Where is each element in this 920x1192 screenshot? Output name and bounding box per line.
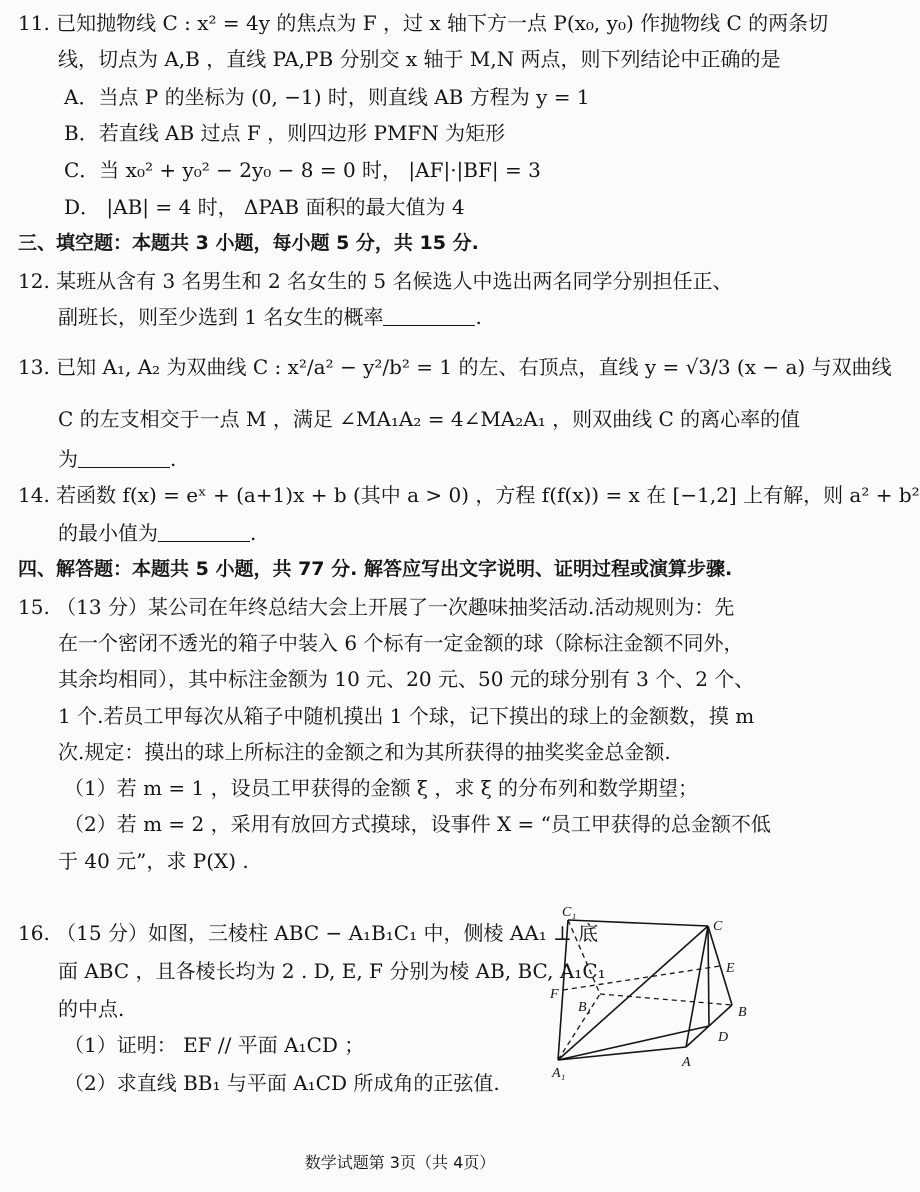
prism-figure bbox=[538, 902, 778, 1082]
q16-line-1: 16. （15 分）如图，三棱柱 ABC − A₁B₁C₁ 中，侧棱 AA₁ ⊥ 底 bbox=[18, 921, 599, 945]
edge-c1-c bbox=[568, 920, 708, 926]
label-c1: C₁ bbox=[562, 905, 577, 920]
label-a: A bbox=[682, 1055, 691, 1070]
q12-text: 副班长，则至少选到 1 名女生的概率 bbox=[58, 305, 384, 329]
q11-line-2: 线，切点为 A,B ，直线 PA,PB 分别交 x 轴于 M,N 两点，则下列结论中正确的是 bbox=[58, 47, 781, 71]
q14-text: 的最小值为 bbox=[58, 521, 158, 545]
q11-option-a: A．当点 P 的坐标为 (0, −1) 时，则直线 AB 方程为 y = 1 bbox=[64, 85, 590, 109]
label-f: F bbox=[550, 987, 559, 1002]
q15-line-5: 次.规定：摸出的球上所标注的金额之和为其所获得的抽奖奖金总金额. bbox=[58, 740, 671, 764]
q14-answer-blank[interactable] bbox=[158, 523, 250, 542]
q16-part-2: （2）求直线 BB₁ 与平面 A₁CD 所成角的正弦值. bbox=[64, 1071, 500, 1095]
q15-line-2: 在一个密闭不透光的箱子中装入 6 个标有一定金额的球（除标注金额不同外， bbox=[58, 631, 744, 655]
edge-b1-b bbox=[600, 994, 732, 1005]
edge-c1-b1 bbox=[568, 920, 600, 994]
label-e: E bbox=[726, 961, 735, 976]
q15-line-8: 于 40 元”，求 P(X) . bbox=[58, 849, 249, 873]
q16-line-2: 面 ABC ，且各棱长均为 2 . D, E, F 分别为棱 AB, BC, A₁C₁ bbox=[58, 959, 606, 983]
q11-option-b: B．若直线 AB 过点 F ，则四边形 PMFN 为矩形 bbox=[64, 121, 506, 145]
label-d: D bbox=[718, 1030, 729, 1045]
label-a1: A₁ bbox=[552, 1066, 566, 1081]
q13-answer-blank[interactable] bbox=[78, 449, 170, 468]
section-4-heading: 四、解答题：本题共 5 小题，共 77 分. 解答应写出文字说明、证明过程或演算步骤. bbox=[18, 558, 733, 580]
q12-line-1: 12. 某班从含有 3 名男生和 2 名女生的 5 名候选人中选出两名同学分别担任正、 bbox=[18, 269, 733, 293]
section-3-heading: 三、填空题：本题共 3 小题，每小题 5 分，共 15 分. bbox=[18, 232, 479, 254]
label-c: C bbox=[713, 919, 723, 934]
q12-answer-blank[interactable] bbox=[383, 307, 475, 326]
q13-line-2: C 的左支相交于一点 M ，满足 ∠MA₁A₂ = 4∠MA₂A₁ ，则双曲线 C 的离心率的值 bbox=[58, 407, 801, 431]
q14-line-2 bbox=[58, 518, 256, 548]
edge-c-d bbox=[708, 926, 709, 1026]
q14-period: . bbox=[250, 521, 257, 545]
q15-part-1: （1）若 m = 1 ，设员工甲获得的金额 ξ ，求 ξ 的分布列和数学期望； bbox=[64, 776, 699, 800]
page-footer: 数学试题第 3页（共 4页） bbox=[304, 1153, 496, 1172]
prism-solid-edges bbox=[558, 920, 732, 1060]
q13-line-1: 13. 已知 A₁, A₂ 为双曲线 C : x²/a² − y²/b² = 1 的左、右顶点，直线 y = √3/3 (x − a) 与双曲线 bbox=[18, 355, 892, 379]
q13-line-3 bbox=[58, 444, 176, 474]
label-b: B bbox=[738, 1005, 747, 1020]
q16-part-1: （1）证明： EF // 平面 A₁CD ； bbox=[64, 1033, 365, 1057]
q14-line-1: 14. 若函数 f(x) = eˣ + (a+1)x + b (其中 a > 0) ，方程 f(f(x)) = x 在 [−1,2] 上有解，则 a² + b² bbox=[18, 483, 920, 507]
q15-line-4: 1 个.若员工甲每次从箱子中随机摸出 1 个球，记下摸出的球上的金额数，摸 m bbox=[58, 704, 755, 728]
q13-period: . bbox=[170, 447, 177, 471]
q13-text: 为 bbox=[58, 447, 78, 471]
q15-line-3: 其余均相同），其中标注金额为 10 元、20 元、50 元的球分别有 3 个、2 个、 bbox=[58, 667, 755, 691]
q15-part-2: （2）若 m = 2 ，采用有放回方式摸球，设事件 X = “员工甲获得的总金额不低 bbox=[64, 812, 771, 836]
q16-line-3: 的中点. bbox=[58, 997, 125, 1021]
q12-line-2 bbox=[58, 302, 482, 332]
edge-a1-c bbox=[558, 926, 708, 1060]
label-b1: B₁ bbox=[578, 1000, 592, 1015]
q11-line-1: 11. 已知抛物线 C : x² = 4y 的焦点为 F ，过 x 轴下方一点 P(x₀, y₀) 作抛物线 C 的两条切 bbox=[18, 11, 829, 35]
q12-period: . bbox=[475, 305, 482, 329]
edge-a1-a bbox=[558, 1047, 686, 1060]
q11-option-c: C．当 x₀² + y₀² − 2y₀ − 8 = 0 时， |AF|·|BF| = 3 bbox=[64, 158, 541, 182]
q15-line-1: 15. （13 分）某公司在年终总结大会上开展了一次趣味抽奖活动.活动规则为：先 bbox=[18, 595, 735, 619]
q11-option-d: D． |AB| = 4 时， ΔPAB 面积的最大值为 4 bbox=[64, 195, 465, 219]
